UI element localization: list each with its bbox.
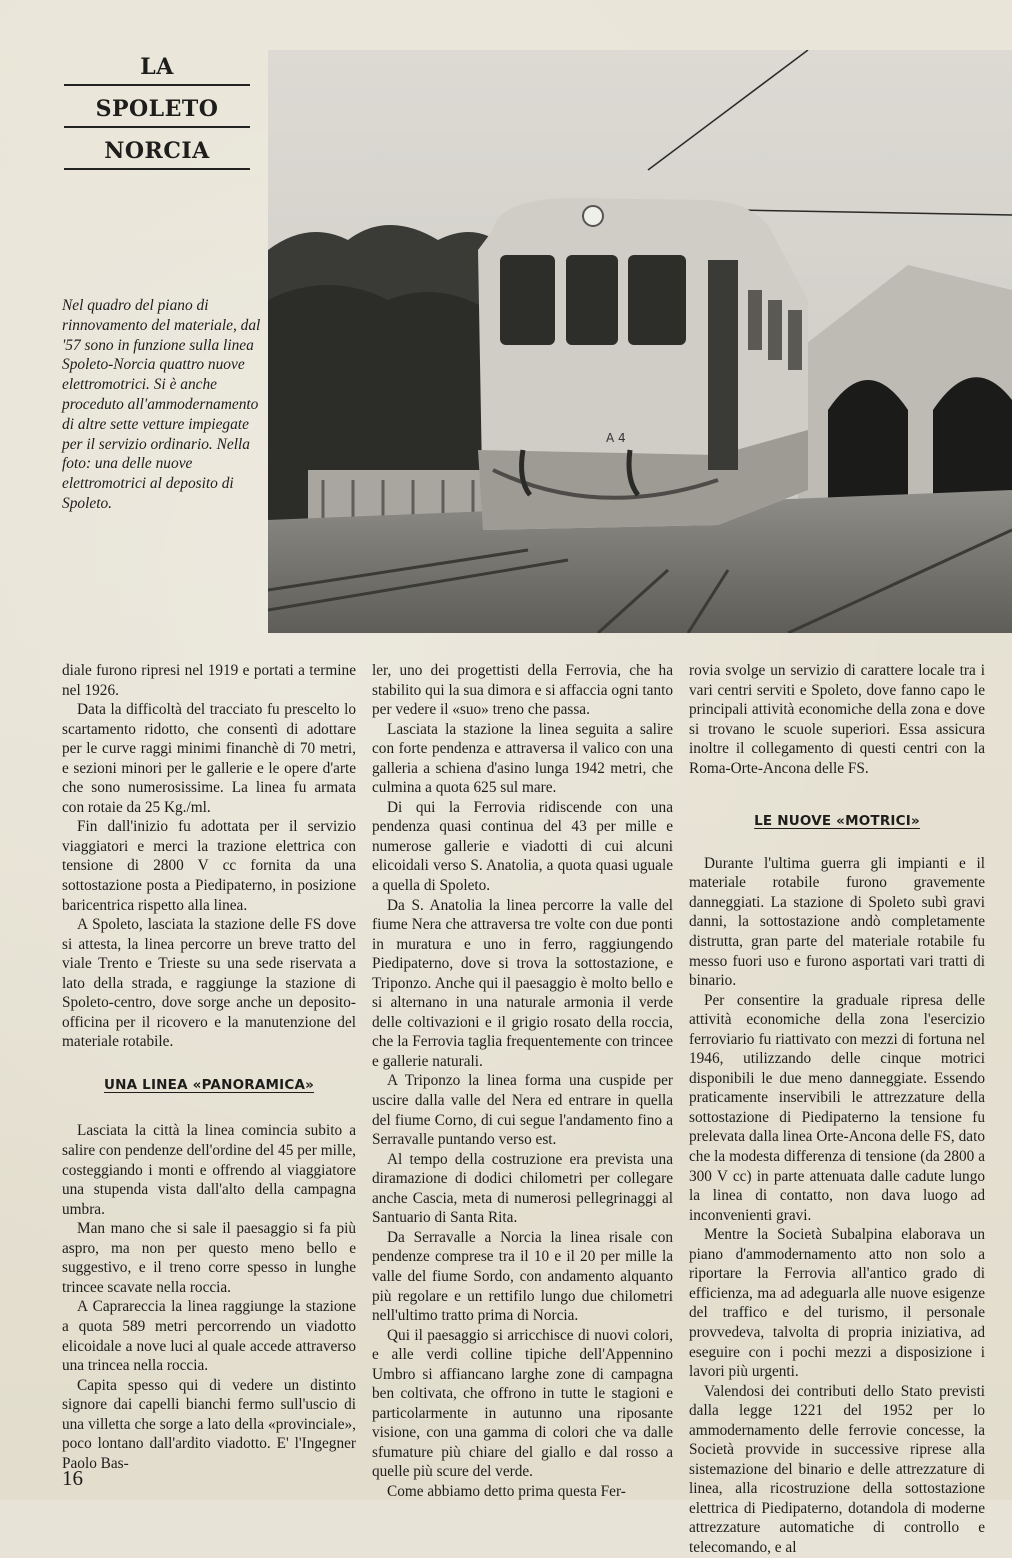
paragraph: Al tempo della costruzione era prevista una diramazione di dodici chilometri per collegare anche Cascia, meta di numerosi pellegrinaggi al Santuario di Santa Rita. bbox=[372, 1150, 673, 1227]
paragraph: A Triponzo la linea forma una cuspide per uscire dalla valle del Nera ed entrare in quella del fiume Corno, di cui segue l'andamento fino a Serravalle puntando verso est. bbox=[372, 1072, 673, 1149]
text-column-1 bbox=[62, 661, 356, 1473]
paragraph: diale furono ripresi nel 1919 e portati a termine nel 1926. bbox=[62, 662, 356, 699]
paragraph: Durante l'ultima guerra gli impianti e il materiale rotabile furono gravemente danneggiati. La stazione di Spoleto subì gravi danni, la sottostazione andò completamente distrutta, gran parte del materiale rotabile fu messo fuori uso e furono asportati vari tratti di binario. bbox=[689, 854, 985, 990]
paragraph: Lasciata la stazione la linea seguita a salire con forte pendenza e attraversa il valico con una galleria a schiena d'asino lunga 1942 metri, che culmina a quota 625 sul mare. bbox=[372, 720, 673, 797]
paragraph: Valendosi dei contributi dello Stato previsti dalla legge 1221 del 1952 per lo ammodernamento delle ferrovie concesse, la Società provvide in successive riprese alla sistemazione del binario e delle attrezzature di linea, alla ricostruzione della sottostazione elettrica di Piedipaterno, dotandola di moderne attrezzature automatiche di controllo e telecomando, e al bbox=[689, 1382, 985, 1556]
title-line-3: NORCIA bbox=[64, 130, 250, 170]
paragraph: Mentre la Società Subalpina elaborava un piano d'ammodernamento atto non solo a riportare la Ferrovia all'antico grado di efficienza, ma ad adeguarla alle nuove esigenze del traffico e del turismo, il personale provvedeva, talvolta di propria iniziativa, ad eseguire con i pochi mezzi a disposizione i lavori più urgenti. bbox=[689, 1226, 985, 1381]
paragraph: Per consentire la graduale ripresa delle attività economiche della zona l'esercizio ferroviario fu riattivato con mezzi di fortuna nel 1946, utilizzando delle cinque motrici disponibili le due meno danneggiate. Essendo praticamente inservibili le attrezzature della sottostazione di Piedipaterno la tensione fu prelevata dalla linea Orte-Ancona delle FS, dato che la modesta differenza di tensione (da 2800 a 300 V cc) in parte attenuata dalle cadute lungo la linea di contatto, non dava luogo ad inconvenienti gravi. bbox=[689, 991, 985, 1224]
paragraph: Data la difficoltà del tracciato fu prescelto lo scartamento ridotto, che consentì di adottare per le curve raggi minimi financhè di 70 metri, e sezioni minori per le gallerie e le opere d'arte che sono numerosissime. La linea fu armata con rotaie da 25 Kg./ml. bbox=[62, 701, 356, 816]
paragraph: Capita spesso qui di vedere un distinto signore dai capelli bianchi fermo sull'uscio di una villetta che sorge a lato della «provinciale», poco lontano dall'ardito viadotto. E' l'Ingegner Paolo Bas- bbox=[62, 1376, 356, 1472]
photo-caption: Nel quadro del piano di rinnovamento del materiale, dal '57 sono in funzione sulla linea Spoleto-Norcia quattro nuove elettromotrici. Si è anche proceduto all'ammodernamento di altre sette vetture impiegate per il servizio ordinario. Nella foto: una delle nuove elettromotrici al deposito di Spoleto. bbox=[62, 297, 261, 512]
paragraph: Man mano che si sale il paesaggio si fa più aspro, ma non per questo meno bello e suggestivo, e il treno corre spesso in lunghe trincee scavate nella roccia. bbox=[62, 1220, 356, 1296]
paragraph: rovia svolge un servizio di carattere locale tra i vari centri serviti e Spoleto, dove fanno capo le principali attività economiche della zona e dove si trovano le scuole superiori. Essa assicura inoltre il collegamento di questi centri con la Roma-Orte-Ancona delle FS. bbox=[689, 662, 985, 777]
page-number: 16 bbox=[62, 1466, 83, 1490]
title-line-1: LA bbox=[64, 48, 250, 86]
article-title bbox=[64, 48, 250, 172]
paragraph: Fin dall'inizio fu adottata per il servizio viaggiatori e merci la trazione elettrica con tensione di 2800 V cc fornita da una sottostazione posta a Piedipaterno, in posizione baricentrica rispetto alla linea. bbox=[62, 818, 356, 914]
title-line-2: SPOLETO bbox=[64, 88, 250, 128]
paragraph: ler, uno dei progettisti della Ferrovia, che ha stabilito qui la sua dimora e si affaccia ogni tanto per vedere il «suo» treno che passa. bbox=[372, 662, 673, 719]
paragraph: A Caprareccia la linea raggiunge la stazione a quota 589 metri percorrendo un viadotto elicoidale a nove luci al quale accede attraverso una trincea nella roccia. bbox=[62, 1298, 356, 1375]
paragraph: Da S. Anatolia la linea percorre la valle del fiume Nera che attraversa tre volte con due ponti in muratura e uno in ferro, raggiungendo Piedipaterno, dove si trova la sottostazione, e Triponzo. Anche qui il paesaggio è molto bello e si alternano in una naturale armonia il verde delle coltivazioni e il grigio rosato della roccia, che la Ferrovia taglia frequentemente con trincee e gallerie naturali. bbox=[372, 896, 673, 1070]
paragraph: Da Serravalle a Norcia la linea risale con pendenze comprese tra il 10 e il 20 per mille la valle del fiume Sordo, con andamento alquanto più regolare e un rettifilo lungo due chilometri nell'ultimo tratto prima di Norcia. bbox=[372, 1228, 673, 1325]
text-column-2 bbox=[372, 661, 673, 1502]
railcar-illustration bbox=[268, 50, 1012, 633]
section-heading-panoramica: UNA LINEA «PANORAMICA» bbox=[103, 1076, 315, 1093]
section-heading-motrici: LE NUOVE «MOTRICI» bbox=[754, 813, 920, 830]
paragraph: Qui il paesaggio si arricchisce di nuovi colori, e alle verdi colline tipiche dell'Appennino Umbro si affiancano larghe zone di campagna ben coltivata, che offrono in tutte le stagioni e particolarmente in autunno una riposante visione, con una gamma di colori che va dalle sfumature più chiare del giallo e dal rosso a quelle più scure del verde. bbox=[372, 1326, 673, 1481]
railcar-number: A 4 bbox=[606, 431, 626, 445]
paragraph: Come abbiamo detto prima questa Fer- bbox=[387, 1482, 626, 1500]
text-column-3 bbox=[689, 661, 985, 1558]
paragraph: A Spoleto, lasciata la stazione delle FS dove si attesta, la linea percorre un breve tratto del viale Trento e Trieste su una sede riservata a lato della strada, e raggiunge la stazione di Spoleto-centro, dove sorge anche un deposito-officina per il ricovero e la manutenzione del materiale rotabile. bbox=[62, 916, 356, 1051]
paragraph: Lasciata la città la linea comincia subito a salire con pendenze dell'ordine del 45 per mille, costeggiando i monti e offrendo al viaggiatore una stupenda vista dall'alto della campagna umbra. bbox=[62, 1122, 356, 1218]
paragraph: Di qui la Ferrovia ridiscende con una pendenza quasi continua del 43 per mille e numerose gallerie e viadotti di cui alcuni elicoidali verso S. Anatolia, a quota quasi uguale a quella di Spoleto. bbox=[372, 798, 673, 895]
railcar-photo bbox=[268, 50, 1012, 633]
